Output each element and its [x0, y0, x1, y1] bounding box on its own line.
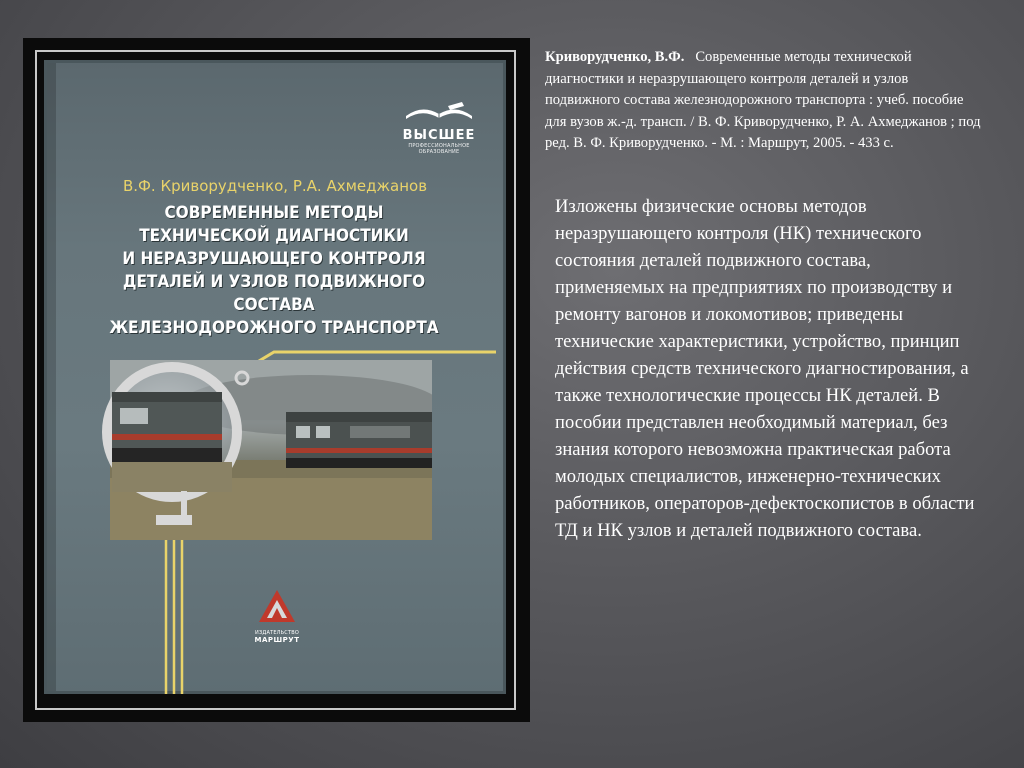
publisher-label: ИЗДАТЕЛЬСТВО	[255, 630, 299, 636]
bibliographic-reference	[545, 47, 985, 155]
cover-title-line: ДЕТАЛЕЙ И УЗЛОВ ПОДВИЖНОГО СОСТАВА	[122, 272, 426, 315]
publisher-logo	[247, 588, 307, 644]
cover-title-line: ЖЕЛЕЗНОДОРОЖНОГО ТРАНСПОРТА	[109, 318, 439, 338]
cover-title-line: И НЕРАЗРУШАЮЩЕГО КОНТРОЛЯ	[122, 249, 426, 269]
cover-authors: В.Ф. Криворудченко, Р.А. Ахмеджанов	[122, 177, 428, 195]
publisher-triangle-icon	[257, 588, 297, 626]
book-description: Изложены физические основы методов неразрушающего контроля (НК) технического состояния деталей подвижного состава, применяемых на предприятиях по производству и ремонту вагонов и локомотивов; приведены технические характеристики, устройство, принцип действия средств технического диагностирования, а также технологические процессы НК деталей. В пособии представлен необходимый материал, без знания которого невозможна практическая работа молодых специалистов, инженерно-технических работников, операторов-дефектоскопистов в области ТД и НК узлов и деталей подвижного состава.	[555, 196, 975, 541]
cover-title-line: ТЕХНИЧЕСКОЙ ДИАГНОСТИКИ	[139, 226, 409, 246]
reference-text: Современные методы технической диагностики и неразрушающего контроля деталей и узлов подвижного состава железнодорожного транспорта : учеб. пособие для вузов ж.-д. трансп. / В. Ф. Криворудченко, Р. А. Ахмеджанов ; под ред. В. Ф. Криворудченко. - М. : Маршрут, 2005. - 433 с.	[545, 49, 981, 152]
series-logo-small: ПРОФЕССИОНАЛЬНОЕ ОБРАЗОВАНИЕ	[408, 143, 470, 155]
book-cover-image	[44, 60, 506, 694]
cover-title-line: СОВРЕМЕННЫЕ МЕТОДЫ	[164, 203, 384, 223]
series-logo-big: ВЫСШЕЕ	[402, 128, 476, 143]
reference-author: Криворудченко, В.Ф.	[545, 49, 685, 65]
publisher-name: МАРШРУТ	[254, 636, 300, 644]
